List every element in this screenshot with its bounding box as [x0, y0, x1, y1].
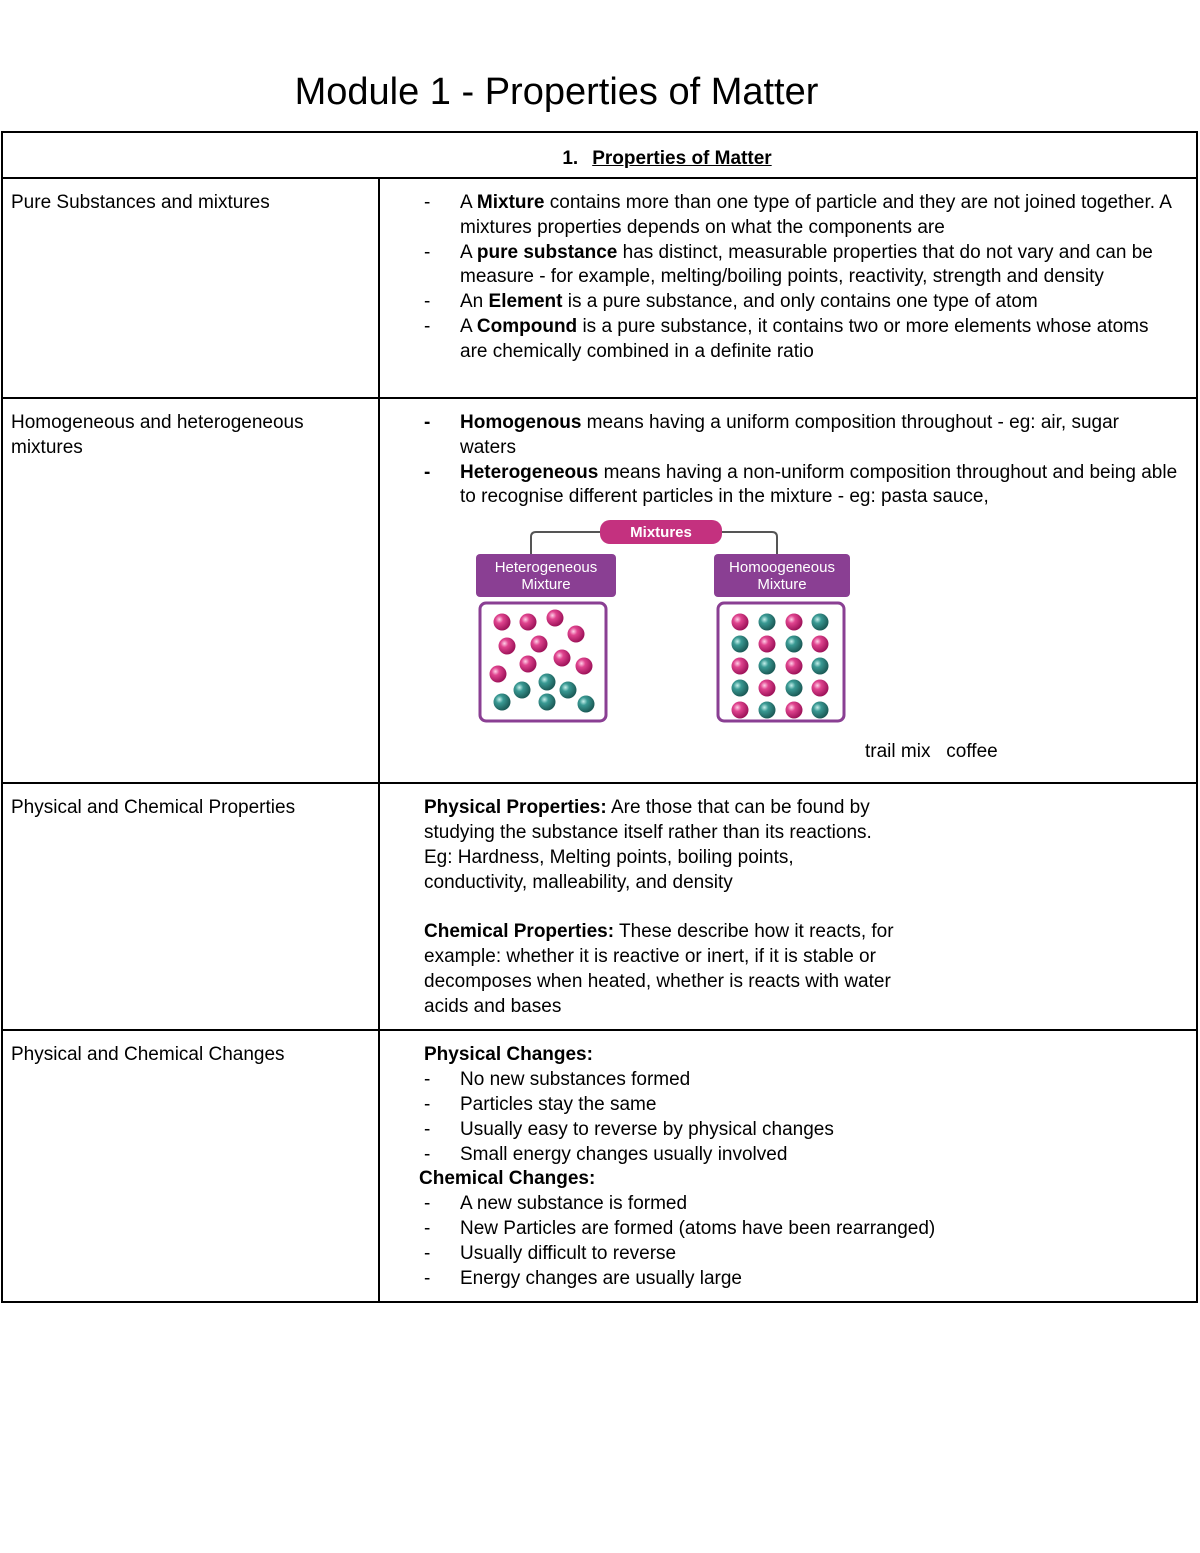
particle [812, 614, 829, 631]
particle [812, 636, 829, 653]
list-item: - An Element is a pure substance, and only contains one type of atom [460, 290, 1178, 315]
particle [786, 658, 803, 675]
particle [786, 680, 803, 697]
particle [576, 658, 593, 675]
particle [490, 666, 507, 683]
particle [812, 702, 829, 719]
table-row [2, 1030, 1197, 1302]
diagram-caption [865, 740, 998, 765]
bullet-list [380, 411, 1178, 510]
particle [759, 658, 776, 675]
list-item: - Particles stay the same [460, 1093, 1178, 1118]
table-header-cell [2, 132, 1197, 178]
particle [554, 650, 571, 667]
list-item: - New Particles are formed (atoms have been rearranged) [460, 1217, 1178, 1242]
particle [494, 614, 511, 631]
list-item: - A Mixture contains more than one type of particle and they are not joined together. A mixtures properties depends on what the components are [460, 191, 1178, 241]
connector-left [531, 532, 602, 554]
mixtures-diagram-svg [476, 516, 856, 731]
list-item: - A Compound is a pure substance, it contains two or more elements whose atoms are chemically combined in a definite ratio [460, 315, 1178, 365]
page-title: Module 1 - Properties of Matter [294, 71, 819, 113]
list-item: - A pure substance has distinct, measurable properties that do not vary and can be measure - for example, melting/boiling points, reactivity, strength and density [460, 241, 1178, 291]
particle [531, 636, 548, 653]
section-heading: Properties of Matter [592, 148, 772, 169]
chemical-properties-paragraph: Chemical Properties: These describe how it reacts, for example: whether it is reactive or inert, if it is stable or decomposes when heated, whether is reacts with water acids and bases [424, 921, 894, 1017]
particle [759, 614, 776, 631]
section-number: 1. [562, 148, 579, 169]
term: Compound [476, 315, 578, 337]
list-item: - A new substance is formed [460, 1192, 1178, 1217]
table-row [2, 398, 1197, 783]
mixtures-diagram [380, 510, 1178, 772]
mixtures-label: Mixtures [630, 524, 692, 542]
list-item: - No new substances formed [460, 1068, 1178, 1093]
particle [732, 658, 749, 675]
topic-cell: Physical and Chemical Changes [2, 1030, 379, 1302]
bullet-list [380, 191, 1178, 365]
list-item: - Energy changes are usually large [460, 1267, 1178, 1292]
particle [520, 614, 537, 631]
particle [514, 682, 531, 699]
particle [812, 658, 829, 675]
table-row [2, 783, 1197, 1030]
list-item: - Small energy changes usually involved [460, 1143, 1178, 1168]
chemical-properties-heading: Chemical Properties: [424, 921, 615, 943]
particle [578, 696, 595, 713]
caption-trail-mix: trail mix [865, 741, 931, 763]
topic-cell: Pure Substances and mixtures [2, 178, 379, 398]
topic-cell: Physical and Chemical Properties [2, 783, 379, 1030]
list-item: - Heterogeneous means having a non-uniform composition throughout and being able to recognise different particles in the mixture - eg: pasta sauce, [460, 461, 1178, 511]
physical-changes-list [380, 1068, 1178, 1167]
term: pure substance [476, 241, 618, 263]
content-cell [379, 398, 1197, 783]
particle [786, 636, 803, 653]
particle [568, 626, 585, 643]
particle [812, 680, 829, 697]
particle [732, 702, 749, 719]
caption-coffee: coffee [946, 741, 998, 763]
connector-right [722, 532, 777, 554]
content-cell [379, 178, 1197, 398]
physical-properties-heading: Physical Properties: [424, 797, 607, 819]
term: Mixture [476, 192, 545, 213]
particle [786, 614, 803, 631]
heterogeneous-label-1: Heterogeneous [494, 559, 598, 577]
content-cell [379, 783, 1197, 1030]
homogeneous-label-2: Mixture [757, 576, 807, 594]
homogeneous-label-1: Homoogeneous [729, 559, 835, 577]
table-header-row [2, 132, 1197, 178]
physical-properties-paragraph: Physical Properties: Are those that can be found by studying the substance itself rather than its reactions. Eg: Hardness, Melting points, boiling points, conductivity, malleability, and density [424, 797, 872, 893]
term: Element [488, 291, 563, 313]
particle [732, 680, 749, 697]
particle [560, 682, 577, 699]
particle [520, 656, 537, 673]
content-cell [379, 1030, 1197, 1302]
list-item: - Usually difficult to reverse [460, 1242, 1178, 1267]
particle [732, 636, 749, 653]
term: Homogenous [460, 412, 582, 433]
list-item: - Usually easy to reverse by physical changes [460, 1118, 1178, 1143]
topic-cell: Homogeneous and heterogeneous mixtures [2, 398, 379, 783]
particle [547, 610, 564, 627]
chemical-changes-heading: Chemical Changes: [419, 1168, 596, 1190]
list-item: - Homogenous means having a uniform composition throughout - eg: air, sugar waters [460, 411, 1178, 461]
particle [732, 614, 749, 631]
particle [786, 702, 803, 719]
particle [494, 694, 511, 711]
particle [539, 674, 556, 691]
physical-changes-heading: Physical Changes: [424, 1044, 593, 1066]
particle [499, 638, 516, 655]
particle [539, 694, 556, 711]
heterogeneous-label-2: Mixture [521, 576, 571, 594]
table-row [2, 178, 1197, 398]
particle [759, 702, 776, 719]
particle [759, 680, 776, 697]
chemical-changes-list [380, 1192, 1178, 1291]
term: Heterogeneous [460, 461, 599, 483]
particle [759, 636, 776, 653]
notes-table [1, 131, 1198, 1303]
